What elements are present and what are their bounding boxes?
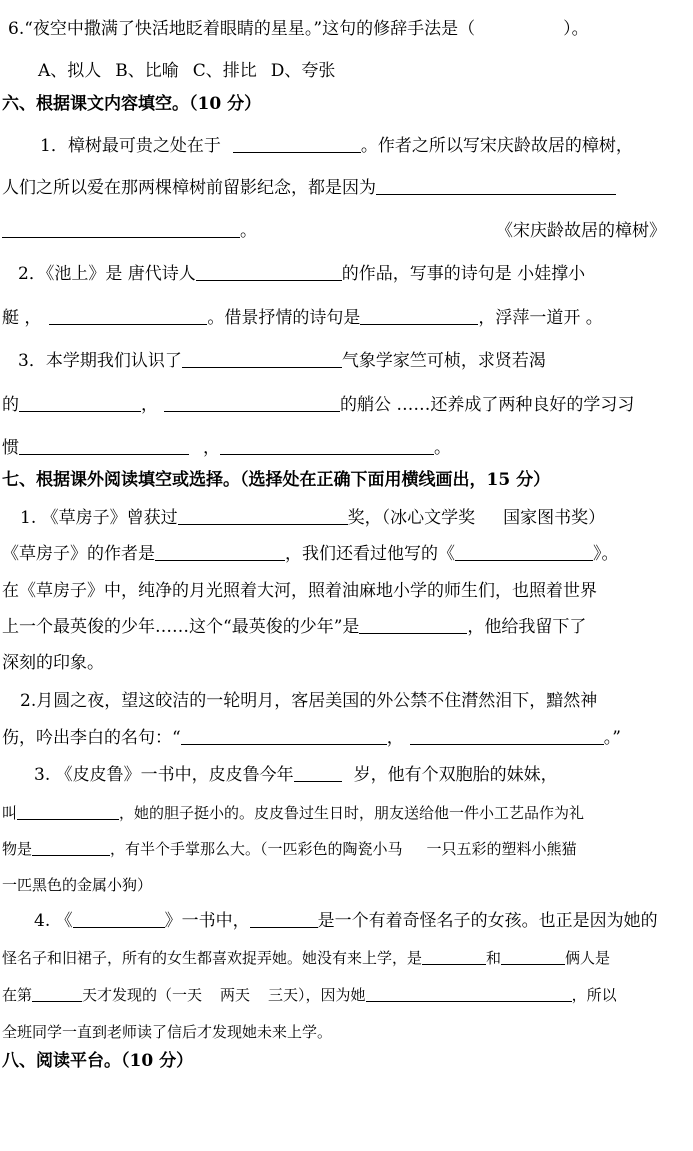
sec7-item1-line4 [2, 616, 693, 640]
blank[interactable] [422, 947, 486, 965]
text: 3. 《皮皮鲁》一书中，皮皮鲁今年 [34, 765, 294, 785]
text: 怪名子和旧裙子，所有的女生都喜欢捉弄她。她没有来上学，是 [2, 949, 423, 967]
sec7-item3-line2 [2, 802, 693, 826]
blank[interactable] [196, 263, 342, 281]
text: 1. 《草房子》曾获过 [20, 508, 178, 528]
blank[interactable] [19, 394, 141, 412]
sec7-item1-line1 [20, 507, 693, 531]
text: ，她的胆子挺小的。皮皮鲁过生日时，朋友送给他一件小工艺品作为礼 [119, 804, 585, 822]
sec7-item4-line3 [2, 984, 693, 1008]
text: ，浮萍一道开 。 [478, 308, 603, 328]
section-7-heading: 七、根据课外阅读填空或选择。（选择处在正确下面用横线画出，15 分） [2, 470, 551, 490]
sec7-item3-line3 [2, 838, 693, 862]
question-6-options [38, 60, 693, 84]
text: 国家图书奖） [503, 508, 606, 528]
sec6-item2-line1 [18, 263, 693, 287]
text: 三天），因为她 [268, 986, 366, 1004]
text: 岁，他有个双胞胎的妹妹， [353, 765, 558, 785]
text: 》一书中， [164, 911, 250, 931]
source-title: 《宋庆龄故居的樟树》 [496, 221, 666, 241]
text: 2．《池上》是 唐代诗人 [18, 264, 196, 284]
text: 气象学家竺可桢，求贤若渴 [341, 351, 546, 371]
text: 和 [486, 949, 502, 967]
blank[interactable] [359, 616, 467, 634]
text: 两天 [220, 986, 251, 1004]
text: 上一个最英俊的少年……这个“最英俊的少年”是 [2, 617, 360, 637]
text: 。 [240, 221, 257, 241]
text: ，我们还看过他写的《 [285, 544, 455, 564]
sec6-item1-line2 [2, 177, 693, 201]
blank[interactable] [155, 543, 285, 561]
text: ， [203, 438, 220, 458]
text: 在第 [2, 986, 33, 1004]
text: 的艄公 ……还养成了两种良好的学习习 [340, 395, 635, 415]
section-6-heading: 六、根据课文内容填空。（10 分） [2, 94, 262, 114]
blank[interactable] [410, 727, 604, 745]
sec7-item4-line1 [34, 910, 693, 934]
blank[interactable] [294, 764, 342, 782]
text: 的作品，写事的诗句是 小娃撑小 [341, 264, 586, 284]
text: 的 [2, 395, 19, 415]
sec7-item4-line2 [2, 947, 693, 971]
sec7-item4-line4: 全班同学一直到老师读了信后才发现她未来上学。 [2, 1023, 333, 1041]
sec7-item1-line5: 深刻的印象。 [2, 653, 104, 673]
sec7-item1-line2 [2, 543, 693, 567]
blank[interactable] [501, 947, 565, 965]
sec6-item3-line1 [18, 350, 693, 374]
section-8-heading: 八、阅读平台。（10 分） [2, 1051, 194, 1071]
text: 伤，吟出李白的名句：“ [2, 728, 181, 748]
sec7-item3-line1 [34, 764, 693, 788]
blank[interactable] [360, 307, 478, 325]
question-6 [8, 18, 693, 42]
blank[interactable] [455, 543, 593, 561]
option-b: B、比喻 [115, 61, 179, 81]
text: 4. 《 [34, 911, 73, 931]
blank[interactable] [49, 307, 207, 325]
sec7-item3-line4: 一匹黑色的金属小狗） [2, 876, 153, 894]
sec7-item1-line3: 在《草房子》中，纯净的月光照着大河，照着油麻地小学的师生们，也照着世界 [2, 581, 597, 601]
text: 俩人是 [565, 949, 611, 967]
question-6-suffix: ）。 [563, 19, 589, 39]
text: 3．本学期我们认识了 [18, 351, 182, 371]
option-a: A、拟人 [38, 61, 102, 81]
blank[interactable] [233, 135, 361, 153]
blank[interactable] [220, 437, 434, 455]
blank[interactable] [178, 507, 348, 525]
text: 》。 [593, 544, 619, 564]
blank[interactable] [181, 727, 387, 745]
blank[interactable] [32, 984, 82, 1002]
blank[interactable] [32, 838, 110, 856]
text: 奖，（冰心文学奖 [347, 508, 476, 528]
blank[interactable] [2, 220, 240, 238]
sec6-item3-line2 [2, 394, 693, 418]
sec7-item2-line2 [2, 727, 693, 751]
sec7-item2-line1: 2.月圆之夜，望这皎洁的一轮明月，客居美国的外公禁不住潸然泪下，黯然神 [20, 691, 598, 711]
text: 。 [434, 438, 451, 458]
text: 一只五彩的塑料小熊猫 [426, 840, 577, 858]
blank[interactable] [182, 350, 342, 368]
text: 。” [603, 728, 621, 748]
text: 。借景抒情的诗句是 [207, 308, 361, 328]
text: ， [386, 728, 404, 748]
blank[interactable] [73, 910, 165, 928]
question-6-text: 6.“夜空中撒满了快活地眨着眼睛的星星。”这句的修辞手法是（ [8, 19, 476, 39]
sec6-item3-line3 [2, 437, 693, 461]
text: ，他给我留下了 [467, 617, 587, 637]
blank[interactable] [164, 394, 340, 412]
sec6-item2-line2 [2, 307, 693, 331]
text: 人们之所以爱在那两棵樟树前留影纪念，都是因为 [2, 178, 376, 198]
blank[interactable] [250, 910, 318, 928]
text: 。作者之所以写宋庆龄故居的樟树， [360, 136, 633, 156]
text: 是一个有着奇怪名子的女孩。也正是因为她的 [317, 911, 658, 931]
blank[interactable] [376, 177, 616, 195]
text: ，所以 [571, 986, 617, 1004]
text: 叫 [2, 804, 18, 822]
blank[interactable] [17, 802, 119, 820]
text: ，有半个手掌那么大。（一匹彩色的陶瓷小马 [110, 840, 403, 858]
blank[interactable] [19, 437, 189, 455]
text: 物是 [2, 840, 33, 858]
text: ， [141, 395, 158, 415]
option-c: C、排比 [192, 61, 257, 81]
text: 天才发现的（一天 [82, 986, 203, 1004]
text: 《草房子》的作者是 [2, 544, 155, 564]
text: 惯 [2, 438, 19, 458]
sec6-item1-line1 [40, 135, 693, 159]
text: 艇 ， [2, 308, 42, 328]
blank[interactable] [366, 984, 572, 1002]
option-d: D、夸张 [270, 61, 336, 81]
text: 1．樟树最可贵之处在于 [40, 136, 221, 156]
